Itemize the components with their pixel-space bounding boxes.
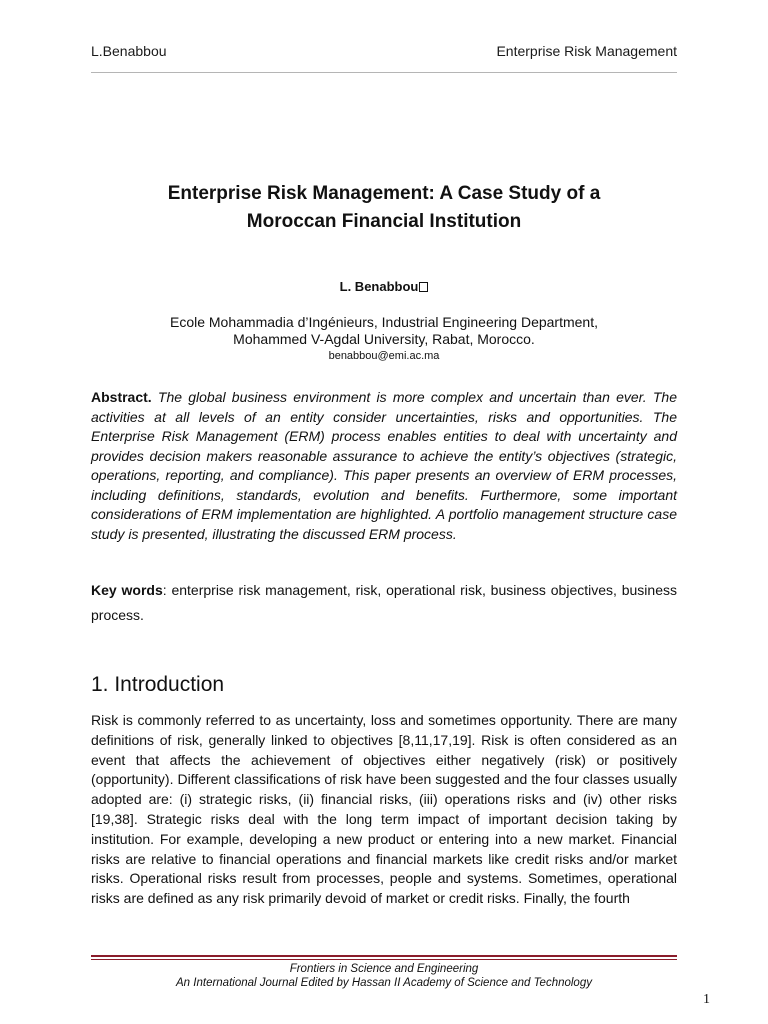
header-rule [91, 72, 677, 73]
keywords [91, 578, 677, 628]
author-block [91, 279, 677, 295]
paper-title-line-2: Moroccan Financial Institution [246, 211, 522, 232]
author-footnote-mark-icon [419, 282, 428, 292]
footer-rule-thin [91, 959, 677, 960]
paper-title-line-1: Enterprise Risk Management: A Case Study of a [167, 183, 601, 204]
keywords-label: Key words [91, 582, 163, 598]
author-name: L. Benabbou [339, 279, 419, 294]
footer-journal-name: Frontiers in Science and Engineering [289, 963, 479, 975]
footer-journal-description: An International Journal Edited by Hassan II Academy of Science and Technology [176, 977, 592, 989]
journal-footer [91, 962, 677, 990]
abstract [91, 388, 677, 544]
keywords-text: : enterprise risk management, risk, operational risk, business objectives, business process. [91, 582, 677, 623]
footer-rule [91, 955, 677, 957]
abstract-text: The global business environment is more complex and uncertain than ever. The activities at all levels of an entity consider uncertainties, risks and opportunities. The Enterprise Risk Management (ERM) process enables entities to deal with uncertainty and provides decision makers reasonable assurance to achieve the entity’s objectives (strategic, operations, reporting, and compliance). This paper presents an overview of ERM processes, including definitions, standards, evolution and benefits. Furthermore, some important considerations of ERM implementation are highlighted. A portfolio management structure case study is presented, illustrating the discussed ERM process. [91, 389, 678, 542]
affiliation-line-2: Mohammed V-Agdal University, Rabat, Morocco. [233, 331, 535, 347]
paper-title [91, 180, 677, 236]
running-header [91, 42, 677, 60]
author-email: benabbou@emi.ac.ma [328, 350, 440, 362]
header-running-title: Enterprise Risk Management [496, 43, 677, 59]
affiliation-block [91, 314, 677, 363]
abstract-label: Abstract. [91, 389, 152, 405]
header-author: L.Benabbou [91, 43, 167, 59]
introduction-paragraph: Risk is commonly referred to as uncertainty, loss and sometimes opportunity. There are many definitions of risk, generally linked to objectives [8,11,17,19]. Risk is often considered as an event that affects the achievement of objectives either negatively (risk) or positively (opportunity). Different classifications of risk have been suggested and the four classes usually adopted are: (i) strategic risks, (ii) financial risks, (iii) operations risks and (iv) other risks [19,38]. Strategic risks deal with the long term impact of important decision taking by institution. For example, developing a new product or entering into a new market. Financial risks are relative to financial operations and financial markets like credit risks and/or market risks. Operational risks result from processes, people and systems. Sometimes, operational risks are defined as any risk primarily devoid of market or credit risks. Finally, the fourth [91, 712, 677, 907]
affiliation-line-1: Ecole Mohammadia d’Ingénieurs, Industrial Engineering Department, [169, 314, 598, 330]
section-heading-introduction: 1. Introduction [91, 673, 225, 696]
page-number: 1 [703, 992, 710, 1007]
